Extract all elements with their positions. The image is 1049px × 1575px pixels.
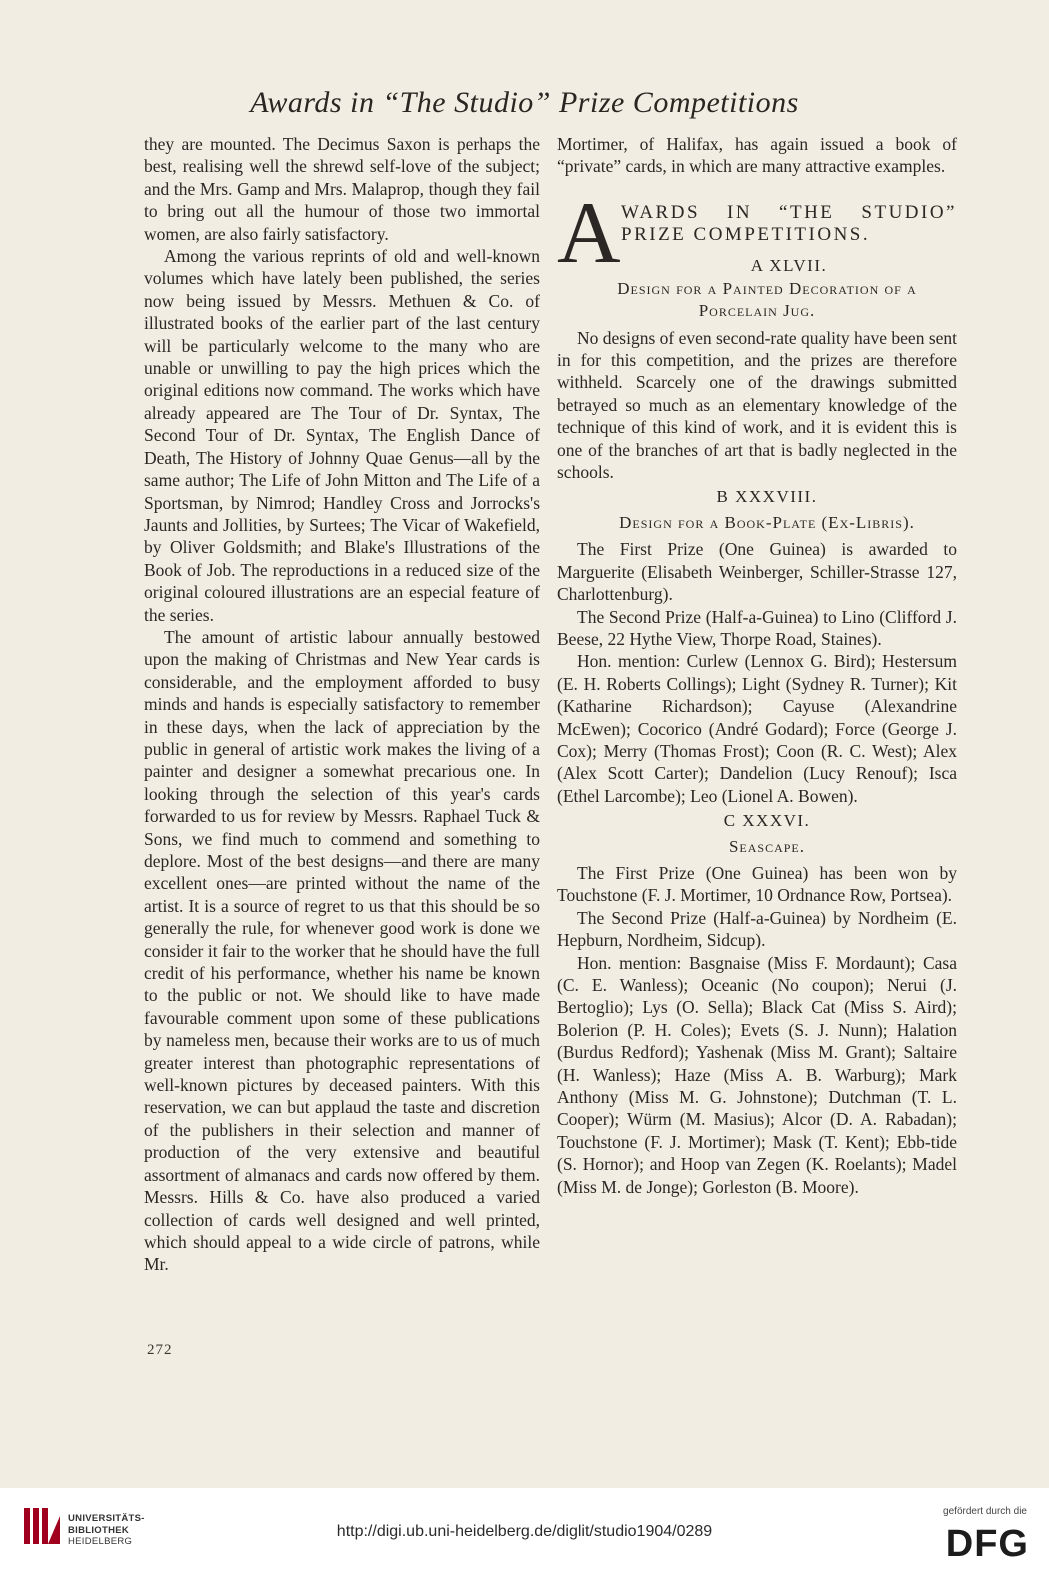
section-b-title: Design for a Book-Plate (Ex-Libris).: [619, 512, 915, 532]
paragraph-reprints: Among the various reprints of old and well-known volumes which have lately been published, the series now being issued by Messrs. Methuen & Co. of illustrated books of the earlier part of the last century will be particularly welcome to the many who are unable or unwilling to pay the high prices which the original editions now command. The works which have already appeared are The Tour of Dr. Syntax, The Second Tour of Dr. Syntax, The English Dance of Death, The History of Johnny Quae Genus—all by the same author; The Life of John Mitton and The Life of a Sportsman, by Nimrod; Handley Cross and Jorrocks's Jaunts and Jollities, by Surtees; The Vicar of Wakefield, by Oliver Goldsmith; and Blake's Illustrations of the Book of Job. The reproductions in a reduced size of the original coloured illustrations are an especial feature of the series.: [144, 246, 540, 625]
left-column: [144, 133, 540, 1276]
library-name-line-1: UNIVERSITÄTS-: [68, 1513, 145, 1524]
library-name-line-3: HEIDELBERG: [68, 1536, 133, 1547]
permalink-url[interactable]: http://digi.ub.uni-heidelberg.de/diglit/studio1904/0289: [336, 1523, 713, 1540]
section-c-second-prize: The Second Prize (Half-a-Guinea) by Nordheim (E. Hepburn, Nordheim, Sidcup).: [557, 907, 957, 951]
section-a-title: Design for a Painted Decoration of a Porcelain Jug.: [617, 278, 917, 321]
paragraph-continued: Mortimer, of Halifax, has again issued a book of “private” cards, in which are many attractive examples.: [557, 134, 957, 177]
section-b-second-prize: The Second Prize (Half-a-Guinea) to Lino (Clifford J. Beese, 22 Hythe View, Thorpe Road, Staines).: [557, 606, 957, 649]
paragraph-christmas-cards: The amount of artistic labour annually bestowed upon the making of Christmas and New Year cards is considerable, and the employment afforded to busy minds and hands is especially satisfactory to remember in these days, when the lack of appreciation by the public in general of artistic work makes the living of a painter and designer a somewhat precarious one. In looking through the selection of this year's cards forwarded to us for review by Messrs. Raphael Tuck & Sons, we find much to commend and something to deplore. Most of the best designs—and there are many excellent ones—are printed without the name of the artist. It is a source of regret to us that this should be so generally the rule, for whenever good work is done we consider it fair to the worker that he should have the full credit of his performance, whether his name be known to the public or not. We should like to have made favourable comment upon some of these publications by nameless men, because their works are to us of much greater interest than photographic representations of well-known pictures by deceased painters. With this reservation, we can but applaud the taste and discretion of the publishers in their selection and manner of production of the very extensive and beautiful assortment of almanacs and cards now offered by them. Messrs. Hills & Co. have also produced a varied collection of cards well designed and well printed, which should appeal to a wide circle of patrons, while Mr.: [144, 626, 540, 1275]
section-b-first-prize: The First Prize (One Guinea) is awarded to Marguerite (Elisabeth Weinberger, Schiller-Strasse 127, Charlottenburg).: [557, 539, 957, 605]
funding-note: gefördert durch die: [943, 1506, 1027, 1517]
drop-cap-letter: A: [557, 184, 621, 282]
running-title: Awards in “The Studio” Prize Competitions: [250, 86, 799, 119]
section-a-body: No designs of even second-rate quality have been sent in for this competition, and the prizes are therefore withheld. Scarcely one of the drawings submitted betrayed so much as an elementary knowledge of the technique of this kind of work, and it is evident this is one of the branches of art that is badly neglected in the schools.: [557, 327, 958, 483]
section-c-honourable-mention: Hon. mention: Basgnaise (Miss F. Mordaunt); Casa (C. E. Wanless); Oceanic (No coupon); Nerui (J. Bertoglio); Lys (O. Sella); Black Cat (Miss S. Aird); Bolerion (P. H. Coles); Evets (S. J. Nunn); Halation (Burdus Redford); Yashenak (Miss M. Grant); Saltaire (H. Wanless); Haze (Miss A. B. Warburg); Mark Anthony (Miss M. G. Johnstone); Dutchman (T. L. Cooper); Würm (M. Masius); Alcor (D. A. Rabadan); Touchstone (F. J. Mortimer); Mask (T. Kent); Ebb-tide (S. Hornor); and Hoop van Zegen (K. Roelants); Madel (Miss M. de Jonge); Gorleston (B. Moore).: [557, 952, 957, 1197]
section-b-code: B XXXVIII.: [716, 487, 818, 507]
section-c-first-prize: The First Prize (One Guinea) has been won by Touchstone (F. J. Mortimer, 10 Ordnance Row, Portsea).: [557, 862, 957, 906]
page-number: 272: [147, 1342, 173, 1358]
right-column: [557, 133, 957, 1198]
section-b-honourable-mention: Hon. mention: Curlew (Lennox G. Bird); Hestersum (E. H. Roberts Collings); Light (Sydney R. Turner); Kit (Katharine Richardson); Cayuse (Alexandrine McEwen); Cocorico (André Godard); Force (George J. Cox); Merry (Thomas Frost); Coon (R. C. West); Alex (Alex Scott Carter); Dandelion (Lucy Renouf); Isca (Ethel Larcombe); Leo (Lionel A. Bowen).: [557, 651, 957, 806]
digitization-footer: [0, 1488, 1049, 1575]
awards-heading-line-1: WARDS IN “THE STUDIO”: [621, 201, 957, 223]
awards-heading-line-2: PRIZE COMPETITIONS.: [621, 223, 871, 245]
section-c-code: C XXXVI.: [723, 811, 811, 831]
library-name-line-2: BIBLIOTHEK: [68, 1524, 130, 1536]
awards-heading: [557, 184, 957, 282]
section-c-title: Seascape.: [728, 836, 806, 856]
dfg-logo: DFG: [945, 1523, 1029, 1565]
paragraph-1: they are mounted. The Decimus Saxon is perhaps the best, realising well the shrewd self-love of the subject; and the Mrs. Gamp and Mrs. Malaprop, though they fail to bring out all the humour of those two immortal women, are also fairly satisfactory.: [144, 134, 540, 244]
section-a-code: A XLVII.: [750, 255, 828, 275]
